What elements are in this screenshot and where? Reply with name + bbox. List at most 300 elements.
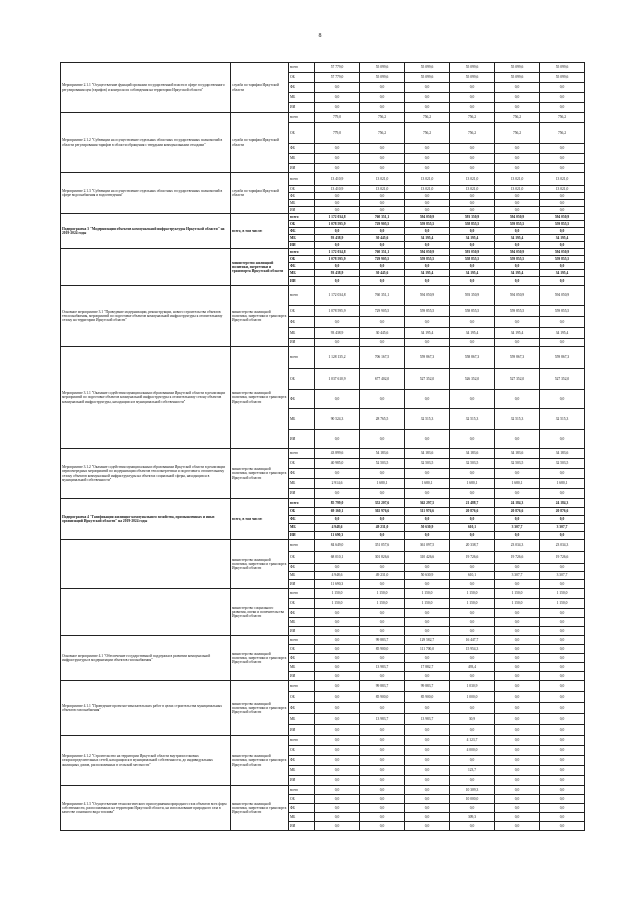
- value-cell: 16 447,7: [450, 636, 495, 645]
- value-cell: 0,0: [360, 516, 405, 524]
- value-cell: 129 582,7: [405, 636, 450, 645]
- value-cell: 0,0: [405, 164, 450, 173]
- executor-cell: всего, в том числе:: [231, 214, 289, 249]
- value-cell: 0,0: [540, 242, 585, 249]
- value-cell: 20 876,6: [495, 508, 540, 516]
- value-cell: 4 123,7: [450, 736, 495, 746]
- value-cell: 1 680,1: [495, 479, 540, 489]
- value-cell: 0,0: [315, 207, 360, 214]
- value-cell: 0,0: [360, 154, 405, 164]
- value-cell: 0,0: [405, 813, 450, 822]
- value-cell: 69 160,1: [315, 508, 360, 516]
- funding-source: МБ: [289, 154, 315, 164]
- value-cell: 55 099,6: [405, 73, 450, 83]
- value-cell: 4 948,6: [315, 572, 360, 580]
- executor-cell: министерство жилищной политики, энергетики и транспорта Иркутской области: [231, 286, 289, 347]
- value-cell: 0,0: [495, 430, 540, 449]
- executor-cell: служба по тарифам Иркутской области: [231, 113, 289, 173]
- value-cell: 55 099,6: [450, 63, 495, 73]
- funding-source: ИИ: [289, 277, 315, 286]
- value-cell: 0,0: [540, 277, 585, 286]
- executor-cell: министерство жилищной политики, энергетики и транспорта Иркутской области: [231, 540, 289, 589]
- value-cell: 13 021,0: [495, 173, 540, 186]
- value-cell: 0,0: [405, 564, 450, 572]
- table-row: [61, 63, 585, 73]
- value-cell: 0,0: [540, 725, 585, 736]
- value-cell: 0,0: [360, 703, 405, 714]
- funding-source: МБ: [289, 328, 315, 339]
- value-cell: 0,0: [450, 277, 495, 286]
- value-cell: 0,0: [495, 390, 540, 409]
- funding-source: ФБ: [289, 804, 315, 813]
- executor-cell: служба по тарифам Иркутской области: [231, 63, 289, 113]
- value-cell: 0,0: [450, 703, 495, 714]
- value-cell: 0,0: [315, 766, 360, 776]
- value-cell: 756,2: [450, 123, 495, 144]
- value-cell: 0,0: [360, 672, 405, 681]
- funding-source: ИИ: [289, 164, 315, 173]
- value-cell: 0,0: [450, 654, 495, 663]
- value-cell: 50 630,9: [405, 572, 450, 580]
- value-cell: 0,0: [450, 103, 495, 113]
- measure-name: [61, 540, 231, 589]
- value-cell: 706 167,5: [360, 347, 405, 369]
- value-cell: 57 779,0: [315, 73, 360, 83]
- funding-source: всего: [289, 636, 315, 645]
- value-cell: 85 799,0: [315, 499, 360, 508]
- value-cell: 0,0: [450, 564, 495, 572]
- value-cell: 756,2: [450, 113, 495, 123]
- value-cell: 0,0: [495, 580, 540, 589]
- value-cell: 0,0: [495, 776, 540, 786]
- value-cell: 0,0: [540, 714, 585, 725]
- value-cell: 0,0: [495, 714, 540, 725]
- value-cell: 0,0: [315, 228, 360, 235]
- value-cell: 0,0: [405, 144, 450, 154]
- value-cell: 0,0: [495, 813, 540, 822]
- value-cell: 28 765,5: [360, 409, 405, 430]
- value-cell: 10 309,3: [450, 786, 495, 795]
- value-cell: 0,0: [495, 804, 540, 813]
- value-cell: 34 195,4: [540, 328, 585, 339]
- value-cell: 559 855,5: [540, 306, 585, 317]
- funding-source: всего: [289, 214, 315, 221]
- value-cell: 0,0: [405, 263, 450, 270]
- value-cell: 0,0: [405, 228, 450, 235]
- funding-source: ФБ: [289, 564, 315, 572]
- value-cell: 32 503,5: [450, 459, 495, 469]
- value-cell: 0,0: [540, 154, 585, 164]
- value-cell: 0,0: [315, 317, 360, 328]
- value-cell: 93 438,9: [315, 328, 360, 339]
- value-cell: 1 150,0: [360, 589, 405, 599]
- value-cell: 0,0: [450, 154, 495, 164]
- value-cell: 0,0: [360, 93, 405, 103]
- value-cell: 34 183,6: [495, 449, 540, 459]
- value-cell: 0,0: [495, 532, 540, 540]
- value-cell: 0,0: [495, 469, 540, 479]
- value-cell: 13 983,7: [360, 714, 405, 725]
- value-cell: 0,0: [540, 822, 585, 831]
- value-cell: 1 030,9: [450, 681, 495, 692]
- value-cell: 93 438,9: [315, 270, 360, 277]
- measure-name: Мероприятие 2.1.1 "Осуществление функций органами государственной власти в сфере государственного регулирования цен (тарифов) и контроля их соблюдения на территории Иркутской области": [61, 63, 231, 113]
- funding-source: ОБ: [289, 306, 315, 317]
- funding-source: ИИ: [289, 489, 315, 499]
- value-cell: 0,0: [450, 164, 495, 173]
- funding-source: ФБ: [289, 703, 315, 714]
- value-cell: 0,0: [405, 580, 450, 589]
- value-cell: 594 050,9: [495, 286, 540, 306]
- value-cell: 0,0: [495, 164, 540, 173]
- funding-source: ИИ: [289, 242, 315, 249]
- value-cell: 756,2: [540, 123, 585, 144]
- value-cell: 0,0: [540, 564, 585, 572]
- value-cell: 527 352,0: [495, 369, 540, 390]
- value-cell: 34 195,4: [495, 328, 540, 339]
- table-row: [61, 347, 585, 369]
- value-cell: 0,0: [360, 564, 405, 572]
- value-cell: 1 150,0: [315, 589, 360, 599]
- value-cell: 594 050,9: [405, 286, 450, 306]
- value-cell: 559 855,5: [540, 256, 585, 263]
- value-cell: 527 352,0: [405, 369, 450, 390]
- value-cell: 301 826,6: [360, 552, 405, 564]
- executor-cell: министерство жилищной политики, энергетики и транспорта Иркутской области: [231, 736, 289, 786]
- value-cell: 13 021,0: [405, 186, 450, 193]
- value-cell: 0,0: [360, 776, 405, 786]
- value-cell: 40 985,0: [315, 459, 360, 469]
- value-cell: 0,0: [315, 672, 360, 681]
- value-cell: 0,0: [450, 207, 495, 214]
- value-cell: 0,0: [450, 804, 495, 813]
- value-cell: 0,0: [405, 154, 450, 164]
- value-cell: 0,0: [540, 672, 585, 681]
- funding-source: ОБ: [289, 599, 315, 609]
- table-row: [61, 173, 585, 186]
- value-cell: 13 021,0: [540, 186, 585, 193]
- value-cell: 0,0: [540, 703, 585, 714]
- table-row: [61, 499, 585, 508]
- value-cell: 0,0: [315, 164, 360, 173]
- value-cell: 756,2: [495, 123, 540, 144]
- value-cell: 0,0: [495, 144, 540, 154]
- value-cell: 30,9: [450, 714, 495, 725]
- value-cell: 558 855,5: [450, 221, 495, 228]
- value-cell: 0,0: [495, 736, 540, 746]
- value-cell: 0,0: [405, 654, 450, 663]
- funding-source: ОБ: [289, 795, 315, 804]
- value-cell: 593 350,9: [450, 214, 495, 221]
- funding-source: всего: [289, 681, 315, 692]
- value-cell: 0,0: [495, 103, 540, 113]
- value-cell: 0,0: [450, 193, 495, 200]
- value-cell: 0,0: [315, 516, 360, 524]
- value-cell: 0,0: [405, 746, 450, 756]
- value-cell: 677 402,0: [360, 369, 405, 390]
- value-cell: 111 700,0: [405, 645, 450, 654]
- funding-source: МБ: [289, 572, 315, 580]
- value-cell: 0,0: [360, 746, 405, 756]
- value-cell: 311 976,6: [405, 508, 450, 516]
- value-cell: 55 099,6: [360, 73, 405, 83]
- value-cell: 0,0: [315, 339, 360, 347]
- value-cell: 32 515,3: [450, 409, 495, 430]
- value-cell: 0,0: [540, 83, 585, 93]
- value-cell: 0,0: [360, 193, 405, 200]
- value-cell: 559 867,3: [495, 347, 540, 369]
- value-cell: 1 172 034,8: [315, 249, 360, 256]
- value-cell: 0,0: [315, 627, 360, 636]
- value-cell: 55 099,6: [360, 63, 405, 73]
- value-cell: 610,1: [450, 572, 495, 580]
- value-cell: 0,0: [540, 228, 585, 235]
- value-cell: 49 231,0: [360, 572, 405, 580]
- value-cell: 0,0: [495, 154, 540, 164]
- value-cell: 0,0: [360, 627, 405, 636]
- funding-source: всего: [289, 736, 315, 746]
- value-cell: 0,0: [315, 795, 360, 804]
- value-cell: 0,0: [315, 564, 360, 572]
- value-cell: 559 855,5: [405, 256, 450, 263]
- funding-source: ОБ: [289, 256, 315, 263]
- value-cell: 756,2: [360, 123, 405, 144]
- value-cell: 34 183,6: [450, 449, 495, 459]
- value-cell: 0,0: [495, 193, 540, 200]
- value-cell: 527 352,0: [540, 369, 585, 390]
- value-cell: 1 150,0: [495, 599, 540, 609]
- value-cell: 0,0: [315, 736, 360, 746]
- value-cell: 0,0: [405, 469, 450, 479]
- value-cell: 0,0: [495, 277, 540, 286]
- value-cell: 34 195,4: [495, 270, 540, 277]
- value-cell: 760 351,1: [360, 249, 405, 256]
- value-cell: 0,0: [540, 469, 585, 479]
- funding-source: всего: [289, 286, 315, 306]
- value-cell: 309,3: [450, 813, 495, 822]
- value-cell: 1 172 034,8: [315, 286, 360, 306]
- value-cell: 0,0: [495, 489, 540, 499]
- value-cell: 32 515,3: [495, 409, 540, 430]
- value-cell: 0,0: [495, 93, 540, 103]
- value-cell: 1 150,0: [315, 599, 360, 609]
- value-cell: 0,0: [540, 692, 585, 703]
- value-cell: 0,0: [540, 207, 585, 214]
- value-cell: 0,0: [450, 469, 495, 479]
- value-cell: 84 649,0: [315, 540, 360, 552]
- executor-cell: министерство жилищной политики, энергетики и транспорта Иркутской области: [231, 347, 289, 449]
- value-cell: 0,0: [540, 746, 585, 756]
- value-cell: 55 099,6: [540, 73, 585, 83]
- value-cell: 0,0: [450, 725, 495, 736]
- funding-source: ОБ: [289, 552, 315, 564]
- value-cell: 0,0: [495, 516, 540, 524]
- value-cell: 0,0: [450, 489, 495, 499]
- value-cell: 0,0: [405, 516, 450, 524]
- value-cell: 1 680,1: [360, 479, 405, 489]
- table-row: [61, 540, 585, 552]
- value-cell: 32 503,5: [405, 459, 450, 469]
- value-cell: 24 184,3: [540, 499, 585, 508]
- value-cell: 594 050,9: [540, 286, 585, 306]
- funding-source: МБ: [289, 479, 315, 489]
- measure-name: Мероприятие 3.1.1 "Оказание содействия муниципальным образованиям Иркутской области в реализации мероприятий по подготовке объектов коммунальной инфраструктуры к отопительному сезону объектов коммунальной инфраструктуры, находящихся в муниципальной собственности": [61, 347, 231, 449]
- table-row: [61, 681, 585, 692]
- funding-source: МБ: [289, 409, 315, 430]
- value-cell: 310 426,6: [405, 552, 450, 564]
- value-cell: 0,0: [540, 736, 585, 746]
- value-cell: 20 876,6: [450, 508, 495, 516]
- value-cell: 0,0: [360, 277, 405, 286]
- value-cell: 0,0: [495, 795, 540, 804]
- value-cell: 0,0: [315, 725, 360, 736]
- value-cell: 1 150,0: [360, 599, 405, 609]
- value-cell: 0,0: [315, 813, 360, 822]
- value-cell: 13 021,0: [450, 173, 495, 186]
- value-cell: 2 914,6: [315, 479, 360, 489]
- value-cell: 68 010,1: [315, 552, 360, 564]
- value-cell: 1 078 595,9: [315, 221, 360, 228]
- table-row: [61, 449, 585, 459]
- funding-source: ОБ: [289, 221, 315, 228]
- value-cell: 0,0: [405, 756, 450, 766]
- value-cell: 43 899,6: [315, 449, 360, 459]
- value-cell: 760 351,1: [360, 214, 405, 221]
- value-cell: 0,0: [315, 200, 360, 207]
- value-cell: 3 307,7: [540, 524, 585, 532]
- value-cell: 13 021,0: [450, 186, 495, 193]
- measure-name: [61, 589, 231, 636]
- value-cell: 0,0: [540, 813, 585, 822]
- value-cell: 15 954,3: [450, 645, 495, 654]
- value-cell: 0,0: [315, 609, 360, 618]
- value-cell: 0,0: [360, 756, 405, 766]
- value-cell: 0,0: [405, 822, 450, 831]
- value-cell: 352 207,6: [360, 499, 405, 508]
- value-cell: 362 297,5: [405, 499, 450, 508]
- value-cell: 0,0: [405, 83, 450, 93]
- value-cell: 0,0: [540, 489, 585, 499]
- value-cell: 30 445,6: [360, 235, 405, 242]
- value-cell: 0,0: [540, 795, 585, 804]
- value-cell: 0,0: [315, 430, 360, 449]
- value-cell: 0,0: [405, 766, 450, 776]
- value-cell: 19 726,6: [495, 552, 540, 564]
- executor-cell: служба по тарифам Иркутской области: [231, 173, 289, 214]
- funding-source: ИИ: [289, 103, 315, 113]
- value-cell: 0,0: [540, 200, 585, 207]
- value-cell: 0,0: [315, 654, 360, 663]
- value-cell: 0,0: [540, 609, 585, 618]
- funding-source: МБ: [289, 766, 315, 776]
- value-cell: 0,0: [360, 795, 405, 804]
- value-cell: 0,0: [405, 489, 450, 499]
- value-cell: 0,0: [360, 786, 405, 795]
- value-cell: 0,0: [450, 228, 495, 235]
- value-cell: 756,2: [405, 113, 450, 123]
- value-cell: 0,0: [315, 263, 360, 270]
- value-cell: 1 150,0: [405, 589, 450, 599]
- value-cell: 594 050,9: [540, 249, 585, 256]
- value-cell: 0,0: [360, 144, 405, 154]
- value-cell: 0,0: [360, 580, 405, 589]
- funding-source: МБ: [289, 93, 315, 103]
- value-cell: 0,0: [360, 263, 405, 270]
- table-row: [61, 214, 585, 221]
- funding-source: МБ: [289, 200, 315, 207]
- value-cell: 0,0: [360, 489, 405, 499]
- value-cell: 779,0: [315, 123, 360, 144]
- value-cell: 0,0: [315, 645, 360, 654]
- value-cell: 0,0: [360, 532, 405, 540]
- value-cell: 0,0: [450, 618, 495, 627]
- value-cell: 0,0: [450, 430, 495, 449]
- value-cell: 13 021,0: [495, 186, 540, 193]
- value-cell: 0,0: [540, 636, 585, 645]
- value-cell: 559 855,5: [405, 221, 450, 228]
- value-cell: 0,0: [405, 532, 450, 540]
- value-cell: 0,0: [405, 736, 450, 746]
- value-cell: 1 037 610,9: [315, 369, 360, 390]
- value-cell: 0,0: [495, 83, 540, 93]
- value-cell: 0,0: [405, 672, 450, 681]
- value-cell: 361 097,5: [405, 540, 450, 552]
- funding-source: ИИ: [289, 339, 315, 347]
- value-cell: 20 876,6: [540, 508, 585, 516]
- value-cell: 0,0: [540, 804, 585, 813]
- funding-source: всего: [289, 589, 315, 599]
- value-cell: 0,0: [360, 822, 405, 831]
- value-cell: 0,0: [405, 776, 450, 786]
- value-cell: 32 515,3: [405, 409, 450, 430]
- funding-source: ФБ: [289, 263, 315, 270]
- value-cell: 0,0: [495, 228, 540, 235]
- value-cell: 0,0: [315, 277, 360, 286]
- value-cell: 0,0: [495, 681, 540, 692]
- value-cell: 0,0: [405, 804, 450, 813]
- value-cell: 34 195,4: [405, 270, 450, 277]
- table-row: [61, 736, 585, 746]
- page-number: 8: [318, 33, 322, 39]
- value-cell: 0,0: [495, 663, 540, 672]
- value-cell: 729 905,5: [360, 306, 405, 317]
- value-cell: 13 983,7: [405, 714, 450, 725]
- value-cell: 0,0: [315, 636, 360, 645]
- value-cell: 593 350,9: [450, 286, 495, 306]
- value-cell: 4 000,0: [450, 746, 495, 756]
- value-cell: 594 050,9: [540, 214, 585, 221]
- value-cell: 302 976,6: [360, 508, 405, 516]
- value-cell: 610,1: [450, 524, 495, 532]
- funding-source: ИИ: [289, 207, 315, 214]
- value-cell: 0,0: [405, 93, 450, 103]
- measure-name: Подпрограмма 3 "Модернизация объектов коммунальной инфраструктуры Иркутской области" на 2019-2024 годы: [61, 214, 231, 249]
- value-cell: 0,0: [315, 83, 360, 93]
- value-cell: 0,0: [540, 627, 585, 636]
- value-cell: 13 410,9: [315, 173, 360, 186]
- value-cell: 0,0: [360, 430, 405, 449]
- executor-cell: министерство жилищной политики, энергетики и транспорта Иркутской области: [231, 249, 289, 286]
- value-cell: 34 195,4: [540, 270, 585, 277]
- value-cell: 0,0: [405, 618, 450, 627]
- value-cell: 1 078 595,9: [315, 256, 360, 263]
- value-cell: 55 099,6: [495, 73, 540, 83]
- value-cell: 55 099,6: [450, 73, 495, 83]
- value-cell: 0,0: [360, 725, 405, 736]
- funding-source: ОБ: [289, 369, 315, 390]
- value-cell: 0,0: [315, 822, 360, 831]
- funding-source: ОБ: [289, 123, 315, 144]
